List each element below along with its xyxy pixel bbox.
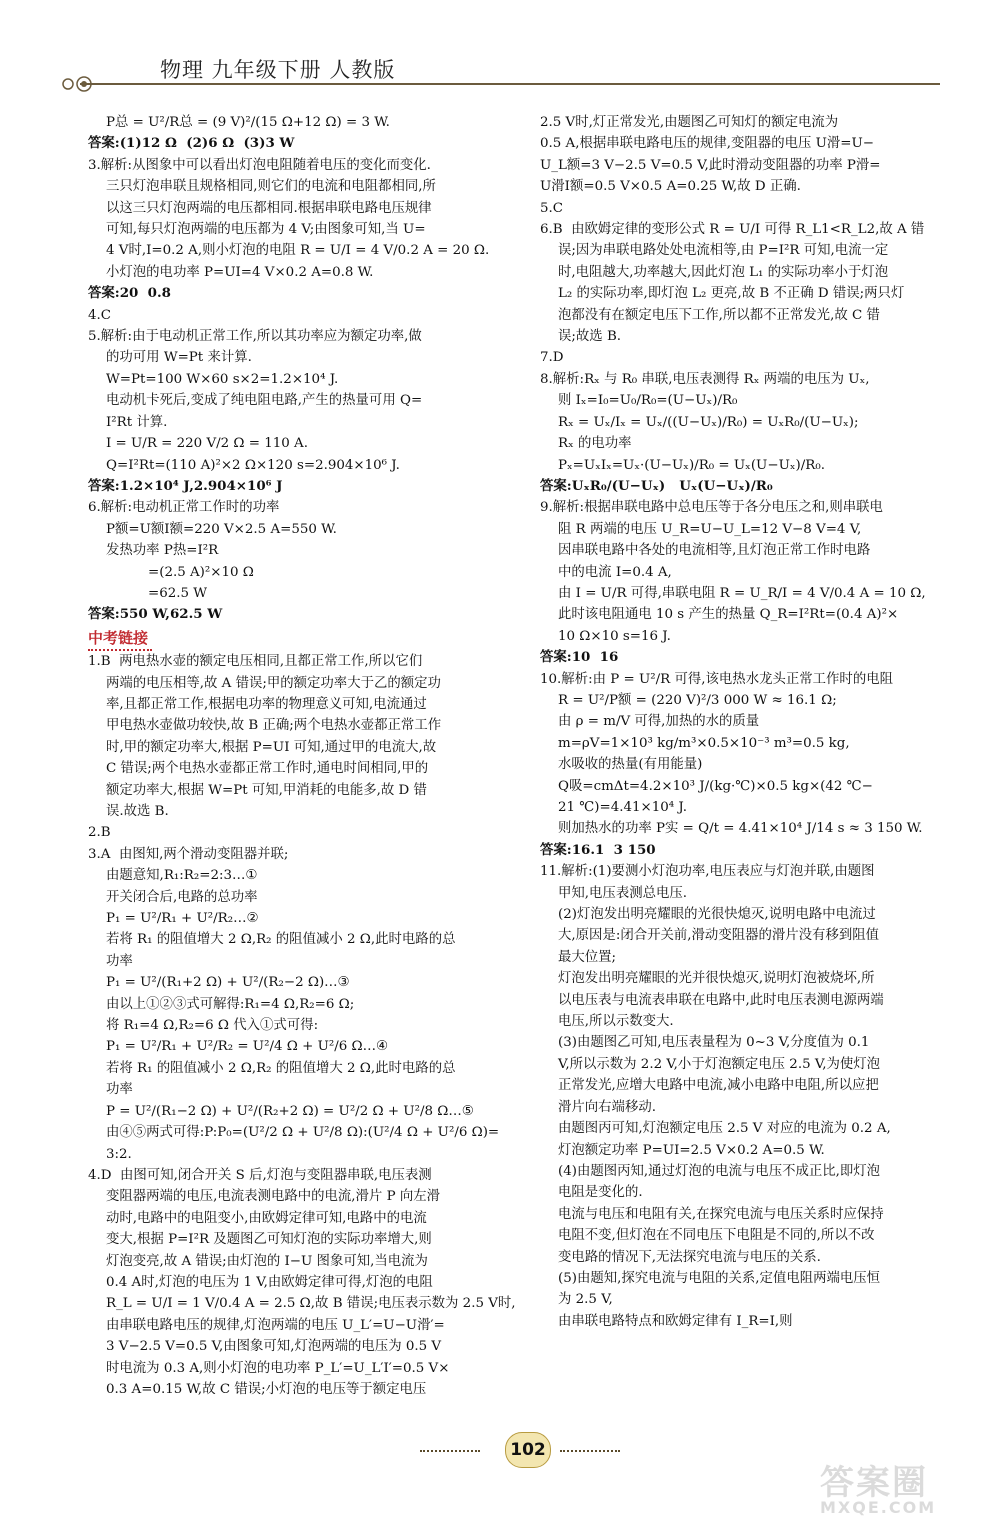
header-title: 物理 九年级下册 人教版 — [160, 58, 396, 82]
text-line: 时,甲的额定功率大,根据 P=UI 可知,通过甲的电流大,故 — [106, 739, 437, 755]
text-line: 由 I = U/R 可得,串联电阻 R = U_R/I = 4 V/0.4 A = 10 Ω, — [558, 585, 926, 601]
text-line: 6.解析:电动机正常工作时的功率 — [88, 500, 280, 516]
text-line: L₂ 的实际功率,即灯泡 L₂ 更亮,故 B 不正确 D 错误;两只灯 — [558, 286, 905, 302]
text-line: 10 Ω×10 s=16 J. — [558, 628, 671, 644]
text-line: 因串联电路中各处的电流相等,且灯泡正常工作时电路 — [558, 543, 871, 559]
text-line: (2)灯泡发出明亮耀眼的光很快熄灭,说明电路中电流过 — [558, 907, 876, 923]
text-line: 6.B 由欧姆定律的变形公式 R = U/I 可得 R_L1<R_L2,故 A 错 — [540, 222, 925, 238]
text-line: 变阻器两端的电压,电流表测电路中的电流,滑片 P 向左滑 — [106, 1189, 441, 1205]
text-line: 3.解析:从图象中可以看出灯泡电阻随着电压的变化而变化. — [88, 157, 431, 173]
text-line: 7.D — [540, 350, 564, 366]
text-line: 0.3 A=0.15 W,故 C 错误;小灯泡的电压等于额定电压 — [106, 1381, 427, 1397]
answer-line: 答案:UₓR₀/(U−Uₓ) Uₓ(U−Uₓ)/R₀ — [540, 477, 773, 494]
text-line: =62.5 W — [148, 585, 208, 601]
text-line: 3 V−2.5 V=0.5 V,由图象可知,灯泡两端的电压为 0.5 V — [106, 1339, 442, 1355]
footer-dots-left — [420, 1450, 480, 1452]
text-line: 2.5 V时,灯正常发光,由题图乙可知灯的额定电流为 — [540, 115, 839, 130]
text-line: 11.解析:(1)要测小灯泡功率,电压表应与灯泡并联,由题图 — [540, 864, 875, 880]
answer-line: 答案:1.2×10⁴ J,2.904×10⁶ J — [88, 477, 283, 494]
text-line: 最大位置; — [558, 949, 617, 965]
text-line: 中的电流 I=0.4 A, — [558, 564, 672, 580]
answer-line: 答案:20 0.8 — [88, 285, 171, 302]
text-line: 由 ρ = m/V 可得,加热的水的质量 — [558, 714, 760, 730]
text-line: 可知,每只灯泡两端的电压都为 4 V;由图象可知,当 U= — [106, 222, 426, 238]
text-line: 若将 R₁ 的阻值减小 2 Ω,R₂ 的阻值增大 2 Ω,此时电路的总 — [106, 1060, 456, 1076]
left-column — [88, 112, 528, 1400]
text-line: 将 R₁=4 Ω,R₂=6 Ω 代入①式可得: — [106, 1018, 319, 1034]
text-line: (3)由题图乙可知,电压表量程为 0~3 V,分度值为 0.1 — [558, 1035, 870, 1051]
text-line: P₁ = U²/(R₁+2 Ω) + U²/(R₂−2 Ω)…③ — [106, 975, 350, 991]
text-line: (4)由题图丙知,通过灯泡的电流与电压不成正比,即灯泡 — [558, 1163, 881, 1179]
text-line: Q吸=cmΔt=4.2×10³ J/(kg·℃)×0.5 kg×(42 ℃− — [558, 778, 873, 794]
right-column — [540, 112, 980, 1332]
text-line: 电阻是变化的. — [558, 1185, 643, 1201]
text-line: 甲电热水壶做功较快,故 B 正确;两个电热水壶都正常工作 — [106, 718, 442, 734]
text-line: 9.解析:根据串联电路中总电压等于各分电压之和,则串联电 — [540, 500, 883, 516]
text-line: V,所以示数为 2.2 V,小于灯泡额定电压 2.5 V,为使灯泡 — [558, 1056, 881, 1072]
text-line: R = U²/P额 = (220 V)²/3 000 W ≈ 16.1 Ω; — [558, 692, 837, 708]
answer-line: 答案:16.1 3 150 — [540, 841, 656, 858]
text-line: 甲知,电压表测总电压. — [558, 885, 688, 901]
text-line: 由以上①②③式可解得:R₁=4 Ω,R₂=6 Ω; — [106, 996, 355, 1012]
text-line: m=ρV=1×10³ kg/m³×0.5×10⁻³ m³=0.5 kg, — [558, 735, 850, 751]
text-line: 灯泡额定功率 P=UI=2.5 V×0.2 A=0.5 W. — [558, 1142, 825, 1158]
text-line: 三只灯泡串联且规格相同,则它们的电流和电阻都相同,所 — [106, 179, 436, 195]
answer-line: 答案:550 W,62.5 W — [88, 606, 223, 623]
text-line: 则 Iₓ=I₀=U₀/R₀=(U−Uₓ)/R₀ — [558, 393, 738, 409]
text-line: 率,且都正常工作,根据电功率的物理意义可知,电流通过 — [106, 696, 427, 712]
text-line: 的功可用 W=Pt 来计算. — [106, 350, 252, 366]
text-line: 功率 — [106, 1082, 133, 1098]
text-line: 正常发光,应增大电路中电流,减小电路中电阻,所以应把 — [558, 1078, 879, 1094]
text-line: 5.解析:由于电动机正常工作,所以其功率应为额定功率,做 — [88, 329, 422, 345]
text-line: 4 V时,I=0.2 A,则小灯泡的电阻 R = U/I = 4 V/0.2 A = 20 Ω. — [106, 243, 490, 259]
text-line: 0.5 A,根据串联电路电压的规律,变阻器的电压 U滑=U− — [540, 136, 875, 152]
text-line: 以这三只灯泡两端的电压都相同.根据串联电路电压规律 — [106, 200, 432, 216]
text-line: 泡都没有在额定电压下工作,所以都不正常发光,故 C 错 — [558, 307, 880, 323]
text-line: 21 ℃)=4.41×10⁴ J. — [558, 800, 688, 815]
text-line: 时,电阻越大,功率越大,因此灯泡 L₁ 的实际功率小于灯泡 — [558, 264, 889, 280]
text-line: P额=U额I额=220 V×2.5 A=550 W. — [106, 521, 337, 537]
text-line: 水吸收的热量(有用能量) — [558, 757, 703, 773]
text-line: Rₓ 的电功率 — [558, 436, 632, 452]
text-line: 灯泡发出明亮耀眼的光并很快熄灭,说明灯泡被烧坏,所 — [558, 971, 875, 987]
text-line: 则加热水的功率 P实 = Q/t = 4.41×10⁴ J/14 s ≈ 3 150 W. — [558, 821, 923, 837]
text-line: 5.C — [540, 200, 564, 216]
text-line: 灯泡变亮,故 A 错误;由灯泡的 I−U 图象可知,当电流为 — [106, 1253, 428, 1269]
text-line: =(2.5 A)²×10 Ω — [148, 564, 254, 580]
text-line: 由串联电路电压的规律,灯泡两端的电压 U_L′=U−U滑′= — [106, 1317, 445, 1333]
footer-dots-right — [560, 1450, 620, 1452]
text-line: 0.4 A时,灯泡的电压为 1 V,由欧姆定律可得,灯泡的电阻 — [106, 1274, 433, 1290]
page-footer — [420, 1432, 620, 1468]
text-line: 电压,所以示数变大. — [558, 1014, 674, 1030]
page-number: 102 — [505, 1432, 551, 1468]
text-line: 额定功率大,根据 W=Pt 可知,甲消耗的电能多,故 D 错 — [106, 782, 427, 798]
text-line: I = U/R = 220 V/2 Ω = 110 A. — [106, 436, 308, 452]
text-line: 电动机卡死后,变成了纯电阻电路,产生的热量可用 Q= — [106, 393, 423, 409]
text-line: 滑片向右端移动. — [558, 1099, 656, 1115]
text-line: 由题图丙可知,灯泡额定电压 2.5 V 对应的电流为 0.2 A, — [558, 1121, 891, 1137]
text-line: U滑I额=0.5 V×0.5 A=0.25 W,故 D 正确. — [540, 179, 801, 195]
text-line: (5)由题知,探究电流与电阻的关系,定值电阻两端电压恒 — [558, 1270, 881, 1286]
text-line: 变大,根据 P=I²R 及题图乙可知灯泡的实际功率增大,则 — [106, 1232, 432, 1248]
text-line: 阻 R 两端的电压 U_R=U−U_L=12 V−8 V=4 V, — [558, 521, 862, 537]
text-line: 10.解析:由 P = U²/R 可得,该电热水龙头正常工作时的电阻 — [540, 671, 893, 687]
text-line: 3.A 由图知,两个滑动变阻器并联; — [88, 846, 289, 862]
text-line: 电流与电压和电阻有关,在探究电流与电压关系时应保持 — [558, 1206, 884, 1222]
page-header — [60, 38, 940, 98]
text-line: P = U²/(R₁−2 Ω) + U²/(R₂+2 Ω) = U²/2 Ω + U²/8 Ω…⑤ — [106, 1103, 474, 1119]
watermark-text: 答案圈 — [820, 1463, 928, 1503]
text-line: 两端的电压相等,故 A 错误;甲的额定功率大于乙的额定功 — [106, 675, 441, 691]
text-line: P₁ = U²/R₁ + U²/R₂…② — [106, 911, 259, 927]
text-line: Rₓ = Uₓ/Iₓ = Uₓ/((U−Uₓ)/R₀) = UₓR₀/(U−Uₓ); — [558, 414, 859, 430]
text-line: 动时,电路中的电阻变小,由欧姆定律可知,电路中的电流 — [106, 1210, 427, 1226]
answer-line: 答案:(1)12 Ω (2)6 Ω (3)3 W — [88, 135, 295, 152]
text-line: P总 = U²/R总 = (9 V)²/(15 Ω+12 Ω) = 3 W. — [106, 115, 390, 130]
text-line: 以电压表与电流表串联在电路中,此时电压表测电源两端 — [558, 992, 884, 1008]
text-line: Pₓ=UₓIₓ=Uₓ·(U−Uₓ)/R₀ = Uₓ(U−Uₓ)/R₀. — [558, 457, 825, 473]
text-line: 电阻不变,但灯泡在不同电压下电阻是不同的,所以不改 — [558, 1228, 875, 1244]
text-line: 小灯泡的电功率 P=UI=4 V×0.2 A=0.8 W. — [106, 264, 374, 280]
text-line: 发热功率 P热=I²R — [106, 543, 219, 559]
text-line: Q=I²Rt=(110 A)²×2 Ω×120 s=2.904×10⁶ J. — [106, 457, 400, 473]
text-line: 4.C — [88, 307, 112, 323]
text-line: W=Pt=100 W×60 s×2=1.2×10⁴ J. — [106, 371, 339, 387]
text-line: 变电路的情况下,无法探究电流与电压的关系. — [558, 1249, 821, 1265]
text-line: 由串联电路特点和欧姆定律有 I_R=I,则 — [558, 1313, 793, 1329]
section-heading: 中考链接 — [88, 628, 152, 651]
text-line: 此时该电阻通电 10 s 产生的热量 Q_R=I²Rt=(0.4 A)²× — [558, 607, 899, 623]
text-line: 由题意知,R₁:R₂=2:3…① — [106, 868, 258, 884]
text-line: 误.故选 B. — [106, 804, 169, 819]
text-line: 2.B — [88, 825, 111, 841]
text-line: 由④⑤两式可得:P:P₀=(U²/2 Ω + U²/8 Ω):(U²/4 Ω + U²/6 Ω)= — [106, 1125, 500, 1141]
text-line: I²Rt 计算. — [106, 414, 168, 430]
text-line: 时电流为 0.3 A,则小灯泡的电功率 P_L′=U_L′I′=0.5 V× — [106, 1360, 450, 1376]
header-rule — [80, 83, 940, 85]
text-line: 误;故选 B. — [558, 329, 622, 345]
text-line: C 错误;两个电热水壶都正常工作时,通电时间相同,甲的 — [106, 761, 429, 777]
answer-line: 答案:10 16 — [540, 649, 619, 666]
text-line: 大,原因是:闭合开关前,滑动变阻器的滑片没有移到阻值 — [558, 928, 880, 944]
watermark-url: MXQE.COM — [820, 1498, 937, 1517]
text-line: 3:2. — [106, 1146, 132, 1162]
text-line: 功率 — [106, 953, 133, 969]
watermark-logo — [820, 1455, 995, 1517]
text-line: 为 2.5 V, — [558, 1292, 613, 1308]
text-line: 若将 R₁ 的阻值增大 2 Ω,R₂ 的阻值减小 2 Ω,此时电路的总 — [106, 932, 456, 948]
text-line: 4.D 由图可知,闭合开关 S 后,灯泡与变阻器串联,电压表测 — [88, 1167, 432, 1183]
text-line: 1.B 两电热水壶的额定电压相同,且都正常工作,所以它们 — [88, 654, 423, 670]
text-line: R_L = U/I = 1 V/0.4 A = 2.5 Ω,故 B 错误;电压表示数为 2.5 V时, — [106, 1296, 516, 1312]
text-line: U_L额=3 V−2.5 V=0.5 V,此时滑动变阻器的功率 P滑= — [540, 157, 881, 173]
text-line: P₁ = U²/R₁ + U²/R₂ = U²/4 Ω + U²/6 Ω…④ — [106, 1039, 389, 1055]
text-line: 误;因为串联电路处处电流相等,由 P=I²R 可知,电流一定 — [558, 243, 889, 259]
text-line: 8.解析:Rₓ 与 R₀ 串联,电压表测得 Rₓ 两端的电压为 Uₓ, — [540, 371, 870, 387]
text-line: 开关闭合后,电路的总功率 — [106, 889, 258, 905]
